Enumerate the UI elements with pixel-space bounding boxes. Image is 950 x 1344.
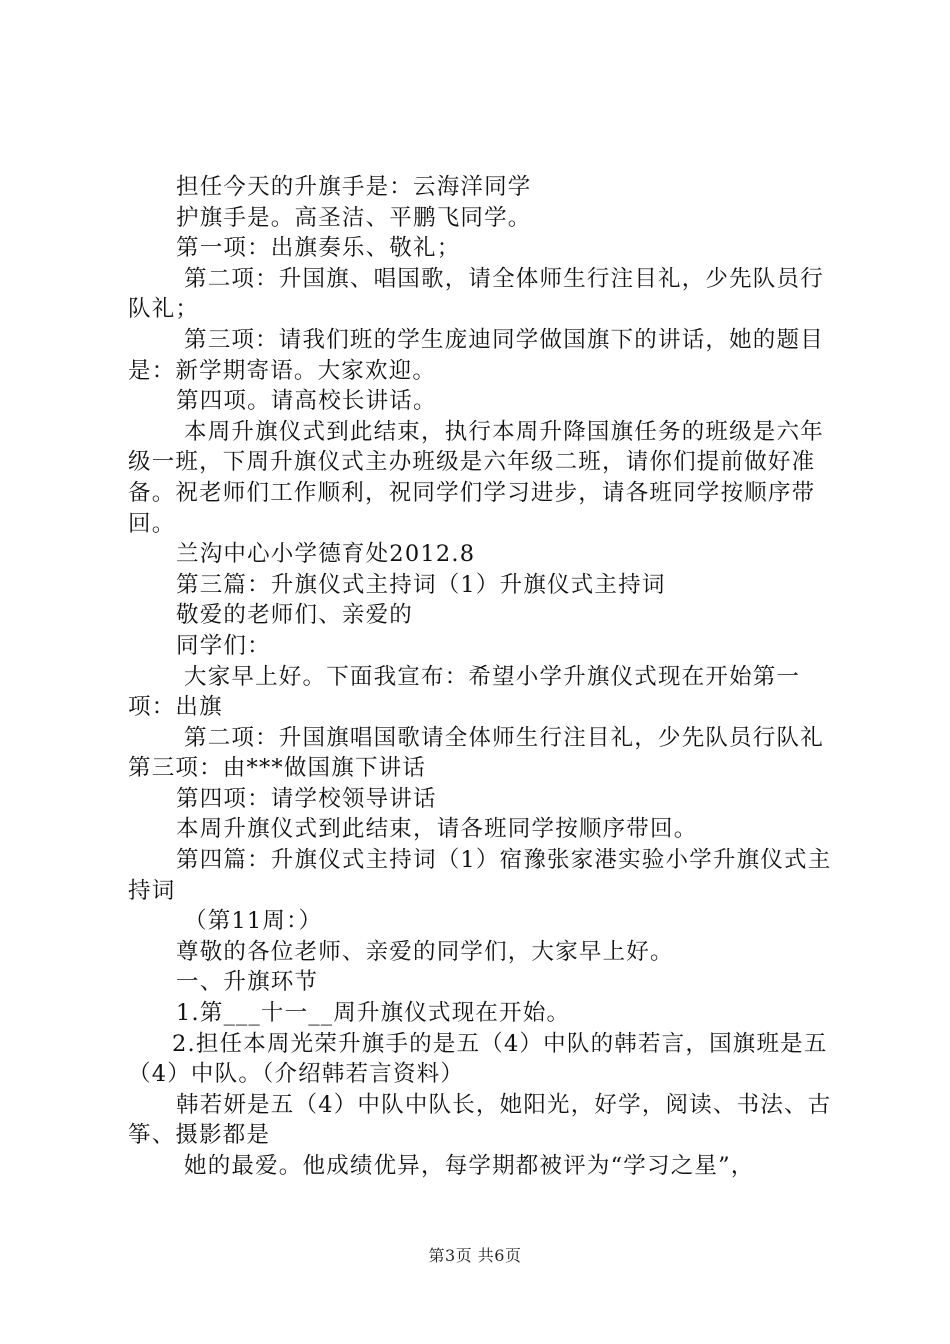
paragraph: 一、升旗环节 [176,969,319,996]
page-number-footer: 第3页 共6页 [428,1246,522,1265]
paragraph: 本周升旗仪式到此结束，执行本周升降国旗任务的班级是六年级一班，下周升旗仪式主办班级是六年级二班，请你们提前做好准备。祝老师们工作顺利，祝同学们学习进步，请各班同学按顺序带回。 [128,418,824,537]
paragraph: 1.第___十一__周升旗仪式现在开始。 [176,1000,571,1027]
paragraph: 韩若妍是五（4）中队中队长，她阳光，好学，阅读、书法、古筝、摄影都是 [128,1091,832,1149]
paragraph: 第二项：升国旗唱国歌请全体师生行注目礼，少先队员行队礼第三项：由***做国旗下讲话 [128,724,824,782]
paragraph: 第二项：升国旗、唱国歌，请全体师生行注目礼，少先队员行队礼； [128,265,824,323]
paragraph: 同学们： [176,632,271,659]
paragraph: 护旗手是。高圣洁、平鹏飞同学。 [176,204,532,231]
paragraph: 大家早上好。下面我宣布：希望小学升旗仪式现在开始第一项：出旗 [128,663,801,721]
section-heading: 第四篇：升旗仪式主持词（1）宿豫张家港实验小学升旗仪式主持词 [128,847,832,904]
paragraph: 第四项：请学校领导讲话 [176,785,437,812]
paragraph: 第四项。请高校长讲话。 [176,388,437,415]
paragraph: 本周升旗仪式到此结束，请各班同学按顺序带回。 [176,816,698,843]
paragraph: 兰沟中心小学德育处2012.8 [176,541,476,568]
paragraph: 担任今天的升旗手是：云海洋同学 [176,174,532,200]
paragraph: 第三项：请我们班的学生庞迪同学做国旗下的讲话，她的题目是：新学期寄语。大家欢迎。 [128,326,824,384]
section-heading: 第三篇：升旗仪式主持词（1）升旗仪式主持词 [176,571,666,598]
paragraph: 2.担任本周光荣升旗手的是五（4）中队的韩若言，国旗班是五（4）中队。（介绍韩若言资料） [128,1030,828,1088]
paragraph: 敬爱的老师们、亲爱的 [176,602,414,629]
paragraph: 第一项：出旗奏乐、敬礼； [176,235,461,262]
paragraph: （第11周：） [184,908,323,935]
document-body [128,172,840,1182]
paragraph: 她的最爱。他成绩优异，每学期都被评为“学习之星”， [184,1153,755,1179]
paragraph: 尊敬的各位老师、亲爱的同学们，大家早上好。 [176,938,674,965]
